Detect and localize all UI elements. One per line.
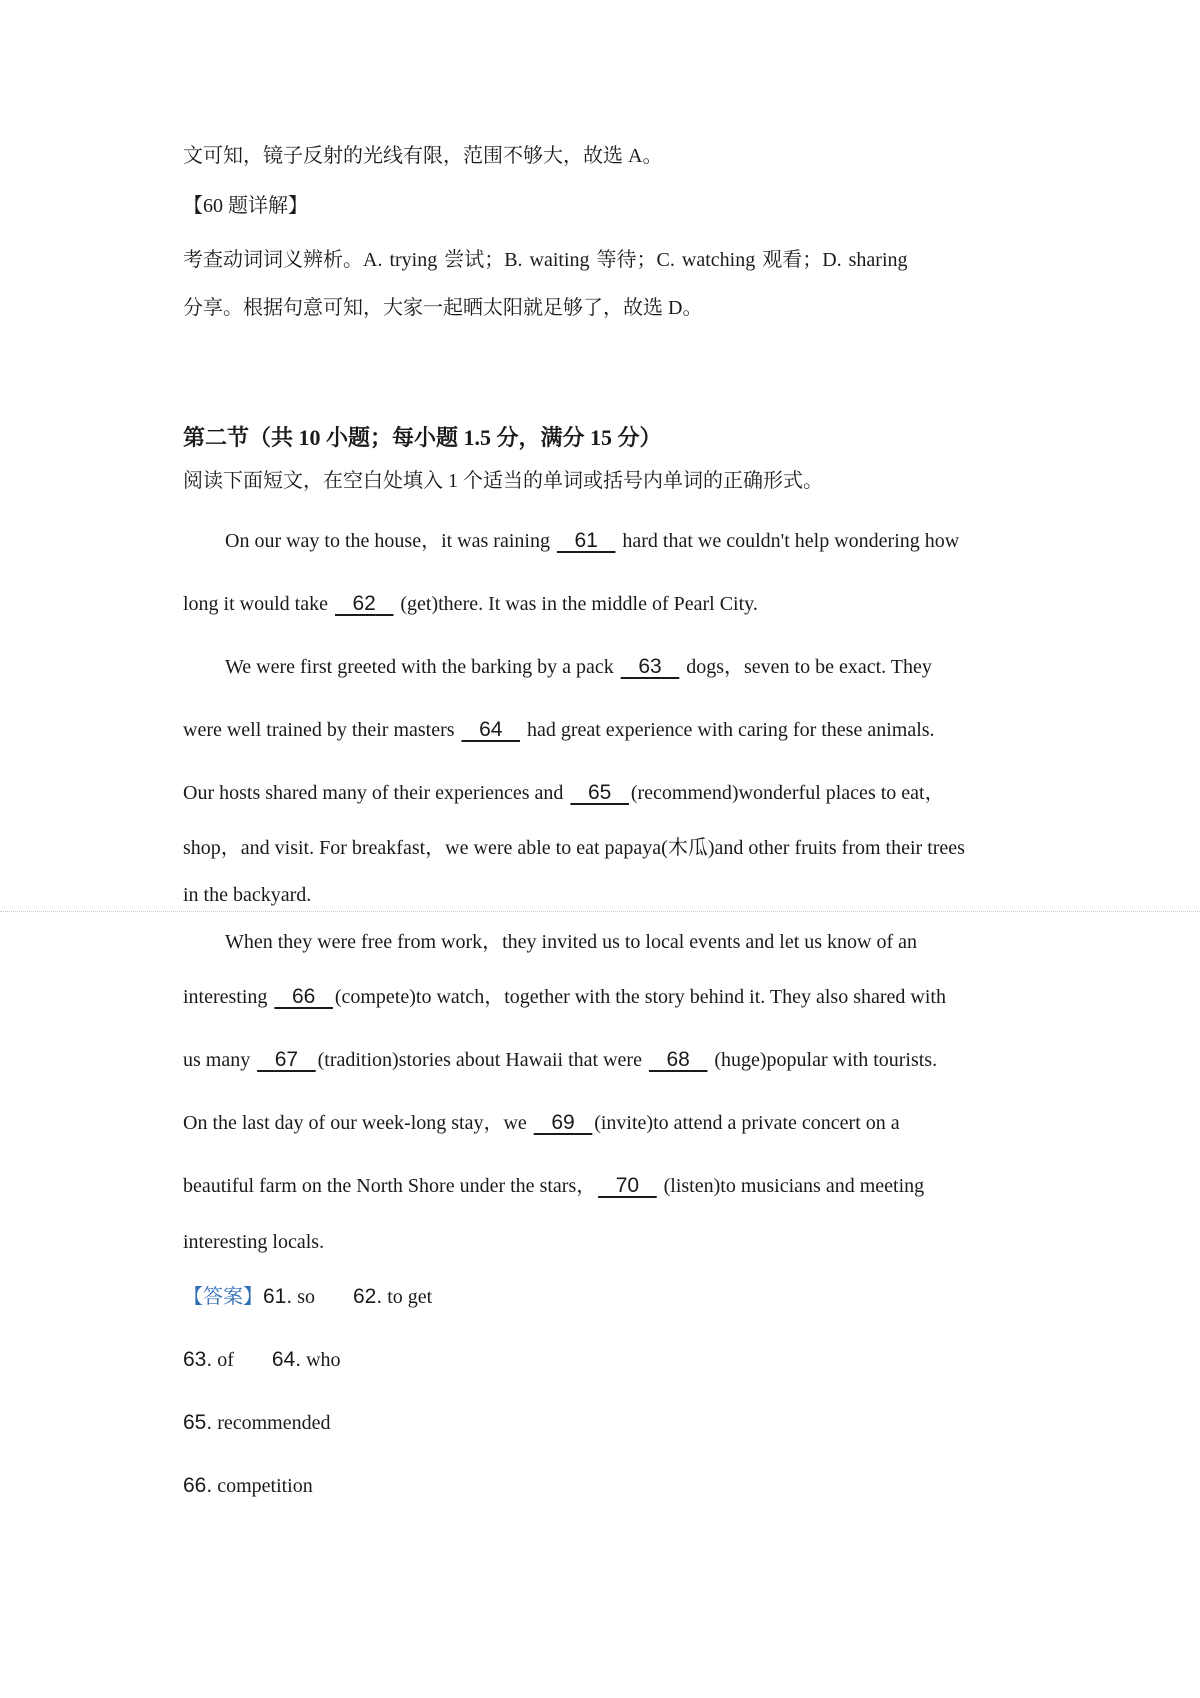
passage-text: (compete)to watch，together with the story behind it. They also shared with (334, 986, 946, 1008)
passage-text: interesting (183, 986, 273, 1008)
passage-text: (get)there. It was in the middle of Pearl City. (395, 593, 758, 615)
answer-number: 66. (183, 1474, 213, 1497)
answer-line (183, 1283, 432, 1311)
passage-text: hard that we couldn't help wondering how (617, 530, 960, 552)
passage-text: On the last day of our week-long stay，we (183, 1112, 532, 1134)
answer-text: competition (217, 1475, 313, 1497)
section2-heading (183, 424, 662, 452)
q60-line-2-text: 分享。根据句意可知，大家一起晒太阳就足够了，故选 D。 (183, 297, 703, 319)
blank-65: 65 (587, 781, 612, 804)
answer-line (183, 1346, 341, 1374)
passage-line (183, 1228, 324, 1256)
passage-line (225, 653, 932, 681)
answer-line (183, 1472, 313, 1500)
blank-61: 61 (574, 529, 598, 552)
q60-title-text: 【60 题详解】 (183, 195, 308, 217)
blank-68: 68 (666, 1048, 690, 1071)
passage-line (183, 779, 945, 807)
passage-line (183, 834, 965, 862)
blank-63: 63 (638, 655, 662, 678)
passage-text: (huge)popular with tourists. (709, 1049, 938, 1071)
passage-text: (listen)to musicians and meeting (658, 1175, 925, 1197)
passage-text: On our way to the house，it was raining (225, 530, 555, 552)
passage-text: interesting locals. (183, 1231, 325, 1253)
passage-line (183, 1046, 937, 1074)
q60-line-1-text: 考查动词词义辨析。A. trying 尝试；B. waiting 等待；C. watching 观看；D. sharing (183, 249, 908, 271)
q60-line-1 (183, 246, 908, 274)
answer-line (183, 1409, 330, 1437)
passage-line (225, 928, 917, 956)
blank-67: 67 (274, 1048, 299, 1071)
answer-number: 63. (183, 1348, 213, 1371)
blank-64: 64 (479, 718, 503, 741)
passage-text: shop，and visit. For breakfast，we were able to eat papaya(木瓜)and other fruits from their trees (183, 837, 965, 859)
passage-text: in the backyard. (183, 884, 312, 906)
passage-line (183, 983, 946, 1011)
passage-text: (invite)to attend a private concert on a (594, 1112, 900, 1134)
passage-line (183, 1109, 900, 1137)
prev-explanation-line (183, 142, 662, 170)
passage-line (183, 590, 758, 618)
passage-text: us many (183, 1049, 256, 1071)
answer-text: to get (387, 1286, 433, 1308)
passage-text: had great experience with caring for these animals. (521, 719, 935, 741)
passage-text: (tradition)stories about Hawaii that were (317, 1049, 647, 1071)
passage-line (225, 527, 959, 555)
passage-text: were well trained by their masters (183, 719, 460, 741)
passage-text: dogs，seven to be exact. They (681, 656, 932, 678)
q60-line-2 (183, 294, 702, 322)
passage-text: We were first greeted with the barking by a pack (225, 656, 619, 678)
blank-70: 70 (615, 1174, 640, 1197)
passage-line (183, 716, 935, 744)
answer-text: recommended (217, 1412, 331, 1434)
q60-title (183, 192, 308, 220)
page-break-divider (0, 911, 1200, 912)
answer-text: of (217, 1349, 234, 1371)
passage-text: beautiful farm on the North Shore under the stars， (183, 1175, 597, 1197)
blank-69: 69 (551, 1111, 575, 1134)
answer-number: 61. (263, 1285, 293, 1308)
passage-text: long it would take (183, 593, 333, 615)
answer-number: 62. (353, 1285, 383, 1308)
blank-66: 66 (291, 985, 316, 1008)
passage-text: Our hosts shared many of their experiences and (183, 782, 569, 804)
answer-number: 65. (183, 1411, 213, 1434)
answer-text: so (297, 1286, 315, 1308)
section2-heading-text: 第二节（共 10 小题；每小题 1.5 分，满分 15 分） (183, 425, 662, 450)
answer-number: 64. (271, 1348, 302, 1371)
section2-instruction (183, 467, 823, 495)
passage-line (183, 881, 311, 909)
passage-text: When they were free from work，they invited us to local events and let us know of an (225, 931, 918, 953)
blank-62: 62 (352, 592, 376, 615)
answer-tag: 【答案】 (183, 1286, 263, 1308)
passage-text: (recommend)wonderful places to eat， (630, 782, 945, 804)
passage-line (183, 1172, 924, 1200)
answer-text: who (306, 1349, 341, 1371)
prev-explanation-text: 文可知，镜子反射的光线有限，范围不够大，故选 A。 (183, 145, 663, 167)
section2-instruction-text: 阅读下面短文，在空白处填入 1 个适当的单词或括号内单词的正确形式。 (183, 470, 823, 492)
